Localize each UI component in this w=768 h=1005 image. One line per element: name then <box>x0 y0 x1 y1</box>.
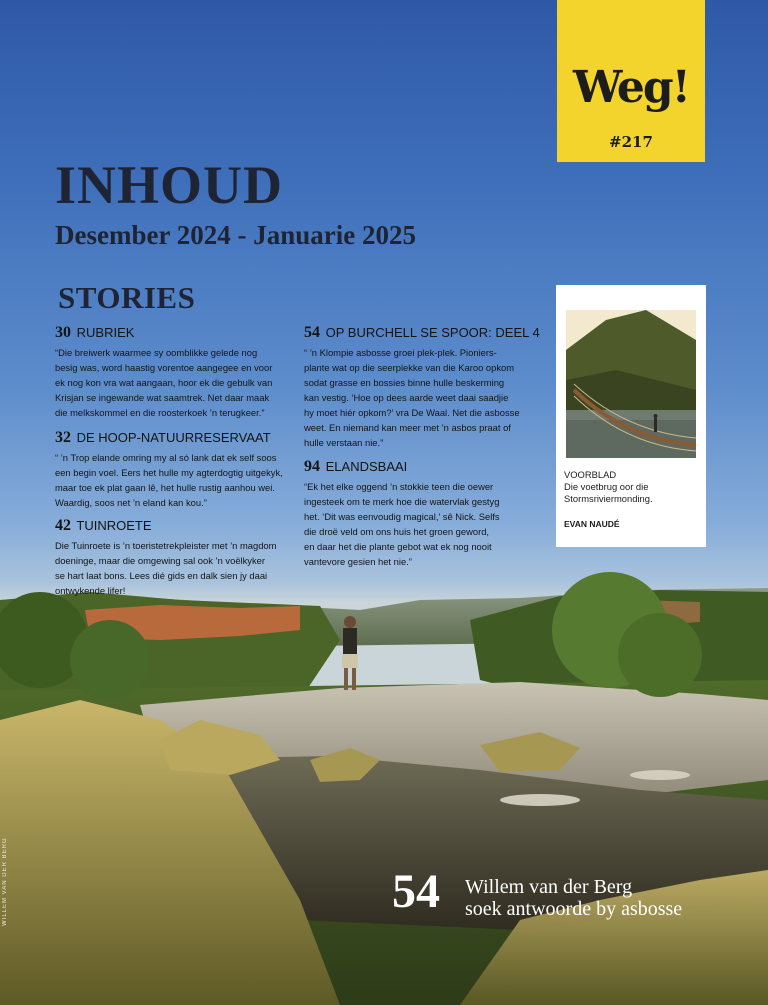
excerpt-line: besig was, word haastig vorentoe aangegee en voor <box>55 362 273 373</box>
story-page-number: 30 <box>55 324 71 341</box>
story-page-number: 42 <box>55 517 71 534</box>
story-title: RUBRIEK <box>76 325 135 340</box>
story-title: TUINROETE <box>76 518 152 533</box>
story-entry-94[interactable] <box>304 458 544 569</box>
story-heading <box>55 324 295 342</box>
excerpt-line: hy moet hiér opkom?’ vra De Waal. Net die asbosse <box>304 407 520 418</box>
excerpt-line: die melkskommel en die roosterkoek ’n terugkeer.” <box>55 407 265 418</box>
story-entry-42[interactable] <box>55 517 295 598</box>
issue-number: #217 <box>609 133 653 151</box>
excerpt-line: een begin voel. Eers het hulle my agterdogtig uitgekyk, <box>55 467 283 478</box>
cover-label: VOORBLAD <box>564 469 617 480</box>
story-heading <box>304 458 544 476</box>
cover-description-line: Die voetbrug oor die <box>564 481 649 492</box>
suspension-bridge-illustration <box>566 310 696 458</box>
photo-credit: WILLEM VAN DER BERG <box>2 837 8 926</box>
story-title: OP BURCHELL SE SPOOR: DEEL 4 <box>325 325 540 340</box>
excerpt-line: “ ’n Trop elande omring my al só lank dat ek self soos <box>55 452 277 463</box>
page-title: INHOUD <box>55 155 284 215</box>
story-heading <box>55 429 295 447</box>
cover-thumbnail <box>566 310 696 458</box>
excerpt-line: Waardig, soos net ’n eland kan kou.” <box>55 497 207 508</box>
excerpt-line: sodat grasse en bossies binne hulle beskerming <box>304 377 505 388</box>
cover-caption <box>564 469 700 505</box>
section-heading: STORIES <box>58 280 196 315</box>
story-heading <box>304 324 544 342</box>
story-entry-54[interactable] <box>304 324 544 450</box>
excerpt-line: “ ’n Klompie asbosse groei plek-plek. Pioniers- <box>304 347 497 358</box>
excerpt-line: ontwykende lifer! <box>55 585 126 596</box>
issue-dates: Desember 2024 - Januarie 2025 <box>55 220 416 250</box>
excerpt-line: maar toe ek plat gaan lê, het hulle rustig aanhou wei. <box>55 482 275 493</box>
excerpt-line: Krisjan se ingewande wat saamtrek. Net daar maak <box>55 392 270 403</box>
feature-line: soek antwoorde by asbosse <box>465 898 683 920</box>
excerpt-line: Die Tuinroete is ’n toeristetrekpleister met ’n magdom <box>55 540 277 551</box>
excerpt-line: vantevore gesien het nie.” <box>304 556 412 567</box>
excerpt-line: het. ‘Dit was eenvoudig magical,’ sê Nick. Selfs <box>304 511 500 522</box>
excerpt-line: ingesteek om te merk hoe die watervlak gestyg <box>304 496 500 507</box>
cover-description-line: Stormsriviermonding. <box>564 493 653 504</box>
story-page-number: 32 <box>55 429 71 446</box>
story-entry-32[interactable] <box>55 429 295 510</box>
feature-teaser[interactable] <box>465 876 682 920</box>
story-page-number: 54 <box>304 324 320 341</box>
excerpt-line: “Ek het elke oggend ’n stokkie teen die oewer <box>304 481 494 492</box>
excerpt-line: en daar het die plante gebot wat ek nog nooit <box>304 541 492 552</box>
brand-logo: Weg! <box>573 62 689 113</box>
excerpt-line: “Die breiwerk waarmee sy oomblikke gelede nog <box>55 347 258 358</box>
feature-line: Willem van der Berg <box>465 876 633 898</box>
cover-info-card[interactable] <box>556 285 706 547</box>
excerpt-line: plante wat op die seerplekke van die Karoo opkom <box>304 362 515 373</box>
excerpt-line: se hart laat bons. Lees dié gids en dalk sien jy daai <box>55 570 268 581</box>
story-title: ELANDSBAAI <box>325 459 408 474</box>
cover-photographer: EVAN NAUDÉ <box>564 519 620 529</box>
story-excerpt <box>304 479 544 569</box>
excerpt-line: hulle verstaan nie.” <box>304 437 384 448</box>
story-excerpt <box>55 450 295 510</box>
excerpt-line: kan vestig. ‘Hoe op dees aarde weet daai saadjie <box>304 392 509 403</box>
story-entry-30[interactable] <box>55 324 295 420</box>
story-title: DE HOOP-NATUURRESERVAAT <box>76 430 271 445</box>
excerpt-line: ek nog kon vra wat aangaan, hoor ek die gebulk van <box>55 377 273 388</box>
excerpt-line: die droë veld om ons huis het groen geword, <box>304 526 490 537</box>
story-page-number: 94 <box>304 458 320 475</box>
story-excerpt <box>55 345 295 420</box>
feature-page-number: 54 <box>392 865 440 918</box>
excerpt-line: doeninge, maar die omgewing sal ook ’n voëlkyker <box>55 555 266 566</box>
story-excerpt <box>304 345 544 450</box>
excerpt-line: weet. En niemand kan meer met ’n asbos praat of <box>304 422 511 433</box>
story-excerpt <box>55 538 295 598</box>
story-heading <box>55 517 295 535</box>
magazine-logo-box <box>557 0 705 162</box>
